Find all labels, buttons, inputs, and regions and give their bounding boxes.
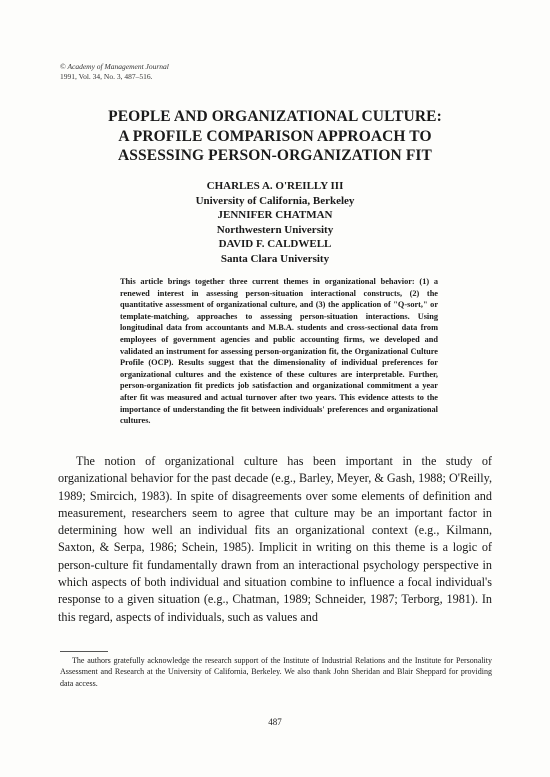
journal-citation [60,62,169,81]
page-number: 487 [268,717,282,727]
title-line: ASSESSING PERSON-ORGANIZATION FIT [118,147,432,164]
author-block [40,179,510,266]
footnote-divider [60,651,108,652]
journal-name: © Academy of Management Journal [60,62,169,71]
author-name: JENNIFER CHATMAN [217,209,333,221]
title-line: PEOPLE AND ORGANIZATIONAL CULTURE: [108,108,442,125]
author-name: DAVID F. CALDWELL [218,238,332,250]
author-affiliation: University of California, Berkeley [195,194,355,207]
author-affiliation: Santa Clara University [220,252,330,265]
abstract: This article brings together three current themes in organizational behavior: (1) a renewed interest in assessing person-situation interactional constructs, (2) the quantitative assessment of organizational culture, and (3) the application of "Q-sort," or template-matching, approaches to assessing person-situation interactions. Using longitudinal data from accountants and M.B.A. students and cross-sectional data from employees of government agencies and public accounting firms, we developed and validated an instrument for assessing person-organization fit, the Organizational Culture Profile (OCP). Results suggest that the dimensionality of individual preferences for organizational cultures and the existence of these cultures are interpretable. Further, person-organization fit predicts job satisfaction and organizational commitment a year after fit was measured and actual turnover after two years. This evidence attests to the importance of understanding the fit between individuals' preferences and organizational cultures. [120,277,438,426]
author-affiliation: Northwestern University [216,223,334,236]
body-paragraph: The notion of organizational culture has been important in the study of organizational behavior for the past decade (e.g., Barley, Meyer, & Gash, 1988; O'Reilly, 1989; Smircich, 1983). In spite of disagreements over some elements of definition and measurement, researchers seem to agree that culture may be an important factor in determining how well an individual fits an organizational context (e.g., Kilmann, Saxton, & Serpa, 1986; Schein, 1985). Implicit in writing on this theme is a logic of person-culture fit fundamentally drawn from an interactional psychology perspective in which aspects of both individual and situation combine to influence a focal individual's response to a given situation (e.g., Chatman, 1989; Schneider, 1987; Terborg, 1981). In this regard, aspects of individuals, such as values and [58,454,492,624]
journal-volume: 1991, Vol. 34, No. 3, 487–516. [60,71,153,81]
author-name: CHARLES A. O'REILLY III [206,180,344,192]
title-line: A PROFILE COMPARISON APPROACH TO [118,127,432,145]
footnote: The authors gratefully acknowledge the research support of the Institute of Industrial Relations and the Institute for Personality Assessment and Research at the University of California, Berkeley. We also thank John Sheridan and Blair Sheppard for providing data access. [60,656,492,688]
article-title [40,107,510,166]
